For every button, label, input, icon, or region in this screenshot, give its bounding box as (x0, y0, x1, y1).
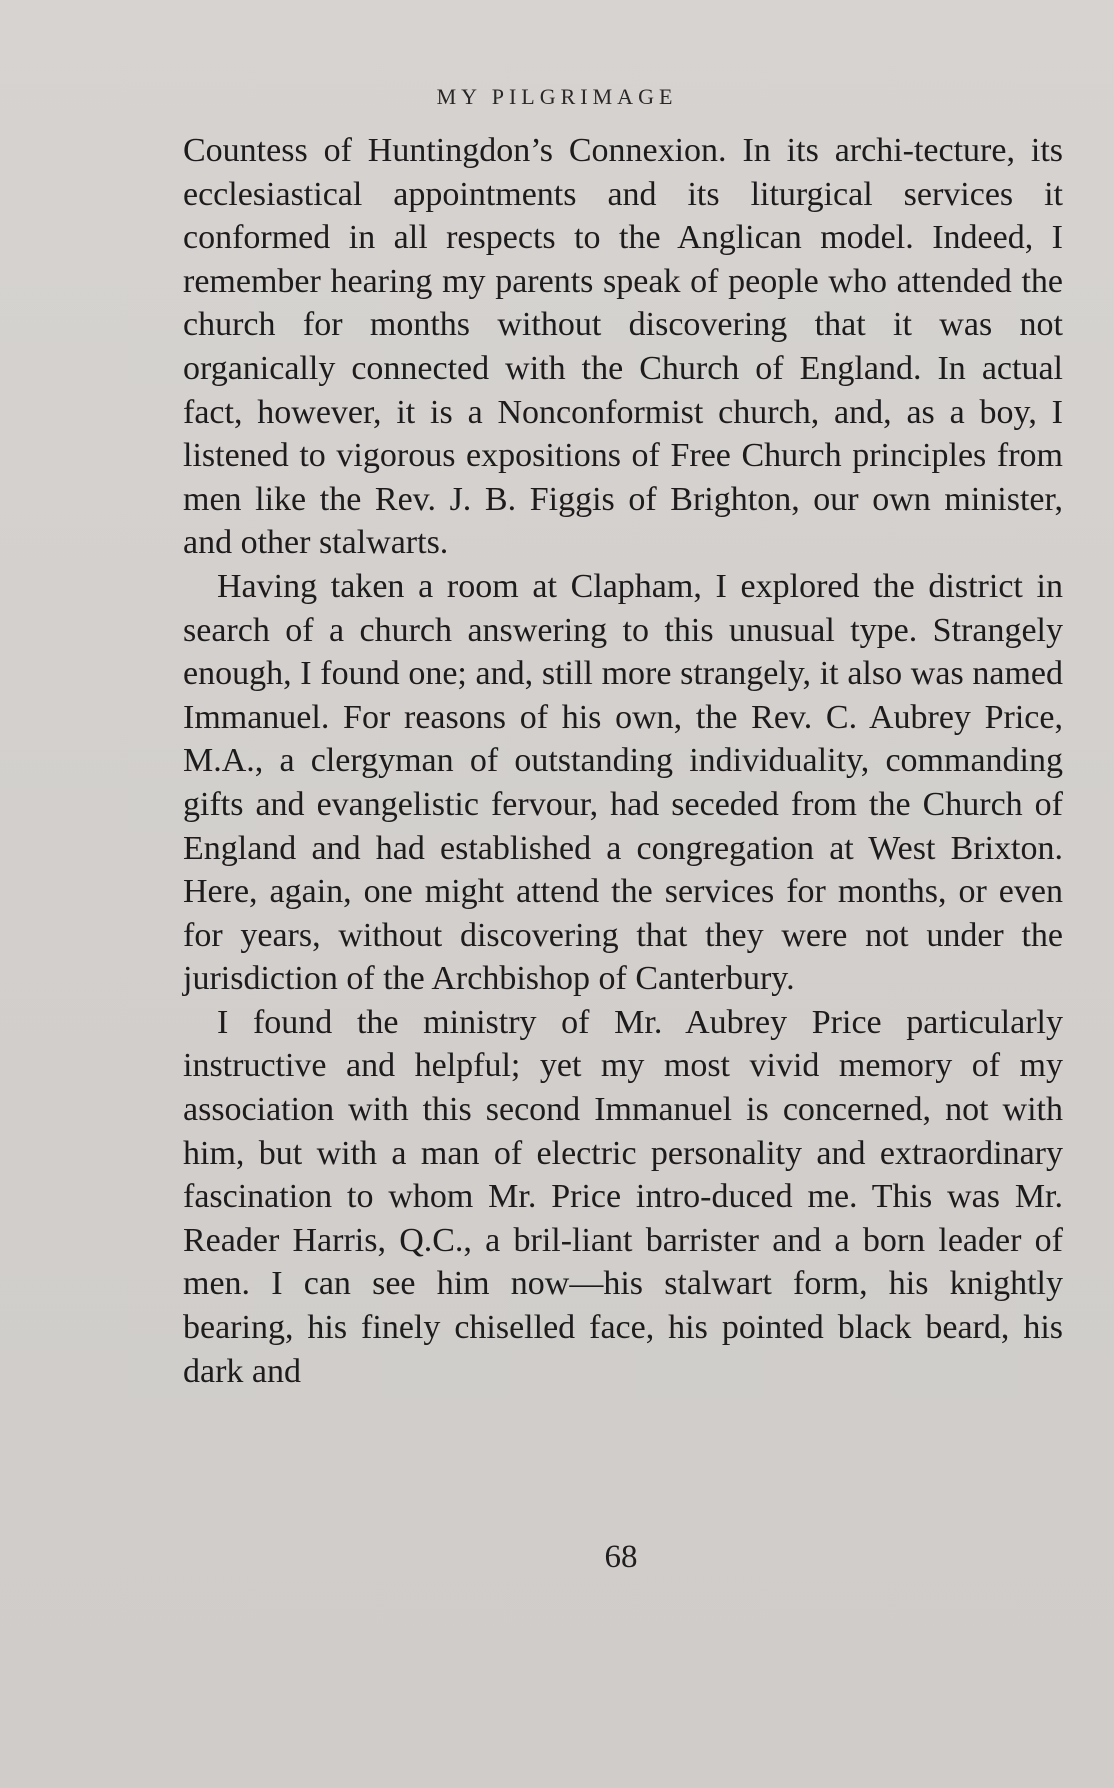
paragraph: Having taken a room at Clapham, I explored the district in search of a church answering to this unusual type. Strangely enough, I found one; and, still more strangely, it also was named Immanuel. For reasons of his own, the Rev. C. Aubrey Price, M.A., a clergyman of outstanding individuality, commanding gifts and evangelistic fervour, had seceded from the Church of England and had established a congregation at West Brixton. Here, again, one might attend the services for months, or even for years, without discovering that they were not under the jurisdiction of the Archbishop of Canterbury. (183, 567, 1063, 998)
paragraph: Countess of Huntingdon’s Connexion. In its archi-tecture, its ecclesiastical appointments and its liturgical services it conformed in all respects to the Anglican model. Indeed, I remember hearing my parents speak of people who attended the church for months without discovering that it was not organically connected with the Church of England. In actual fact, however, it is a Nonconformist church, and, as a boy, I listened to vigorous expositions of Free Church principles from men like the Rev. J. B. Figgis of Brighton, our own minister, and other stalwarts. (183, 132, 1063, 562)
running-head: MY PILGRIMAGE (436, 84, 678, 109)
paragraph: I found the ministry of Mr. Aubrey Price particularly instructive and helpful; yet my most vivid memory of my association with this second Immanuel is concerned, not with him, but with a man of electric personality and extraordinary fascination to whom Mr. Price intro-duced me. This was Mr. Reader Harris, Q.C., a bril-liant barrister and a born leader of men. I can see him now—his stalwart form, his knightly bearing, his finely chiselled face, his pointed black beard, his dark and (183, 1003, 1063, 1390)
body-text (183, 129, 1063, 1393)
page-number: 68 (604, 1539, 638, 1575)
